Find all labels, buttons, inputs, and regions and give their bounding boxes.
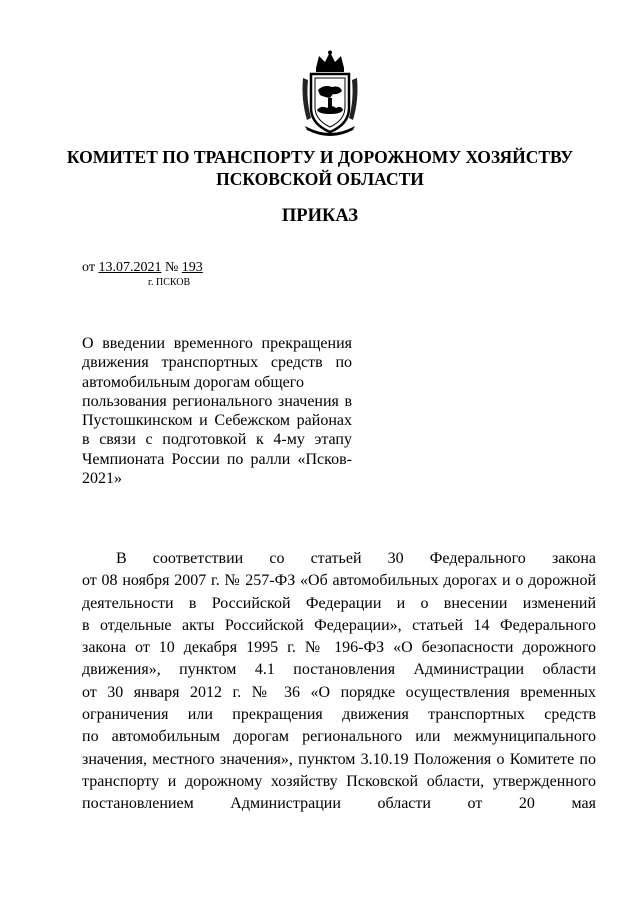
body-line: значения, местного значения», пунктом 3.10.19 Положения о Комитете по bbox=[82, 750, 596, 768]
document-body bbox=[82, 548, 596, 816]
organization-name-line-1: КОМИТЕТ ПО ТРАНСПОРТУ И ДОРОЖНОМУ ХОЗЯЙСТВУ bbox=[66, 147, 574, 167]
subject-line: 2021» bbox=[82, 470, 122, 488]
subject-line: Чемпионата России по ралли «Псков- bbox=[82, 450, 352, 468]
body-line: по автомобильным дорогам регионального или межмуниципального bbox=[82, 728, 596, 746]
organization-name bbox=[0, 146, 640, 190]
subject-line: движения транспортных средств по bbox=[82, 354, 352, 372]
document-date: 13.07.2021 bbox=[98, 260, 162, 275]
subject-line: пользования регионального значения в bbox=[82, 392, 352, 410]
document-number: 193 bbox=[181, 260, 203, 275]
body-line: от 08 ноября 2007 г. № 257-ФЗ «Об автомобильных дорогах и о дорожной bbox=[82, 572, 596, 590]
organization-name-line-2: ПСКОВСКОЙ ОБЛАСТИ bbox=[216, 169, 424, 189]
document-date-number bbox=[82, 259, 203, 277]
coat-of-arms-icon bbox=[299, 50, 361, 136]
body-line: в отдельные акты Российской Федерации», статьей 14 Федерального bbox=[82, 616, 596, 634]
body-line: закона от 10 декабря 1995 г. № 196-ФЗ «О безопасности дорожного bbox=[82, 639, 596, 657]
body-line: ограничения или прекращения движения транспортных средств bbox=[82, 706, 596, 724]
subject-line: автомобильным дорогам общего bbox=[82, 373, 304, 391]
number-sign: № bbox=[164, 260, 179, 275]
document-type-title: ПРИКАЗ bbox=[281, 206, 359, 226]
document-city: г. ПСКОВ bbox=[148, 277, 191, 288]
body-line: от 30 января 2012 г. № 36 «О порядке осуществления временных bbox=[82, 683, 596, 701]
body-line: движения», пунктом 4.1 постановления Администрации области bbox=[82, 661, 596, 679]
body-line: транспорту и дорожному хозяйству Псковской области, утвержденного bbox=[82, 772, 596, 790]
subject-line: в связи с подготовкой к 4-му этапу bbox=[82, 431, 352, 449]
document-subject bbox=[82, 334, 352, 488]
date-prefix: от bbox=[82, 260, 95, 275]
subject-line: О введении временного прекращения bbox=[82, 335, 352, 352]
body-line: В соответствии со статьей 30 Федерального закона bbox=[116, 550, 596, 567]
subject-line: Пустошкинском и Себежском районах bbox=[82, 412, 352, 430]
body-line: постановлением Администрации области от 20 мая bbox=[82, 795, 596, 813]
body-line: деятельности в Российской Федерации и о внесении изменений bbox=[82, 594, 596, 612]
